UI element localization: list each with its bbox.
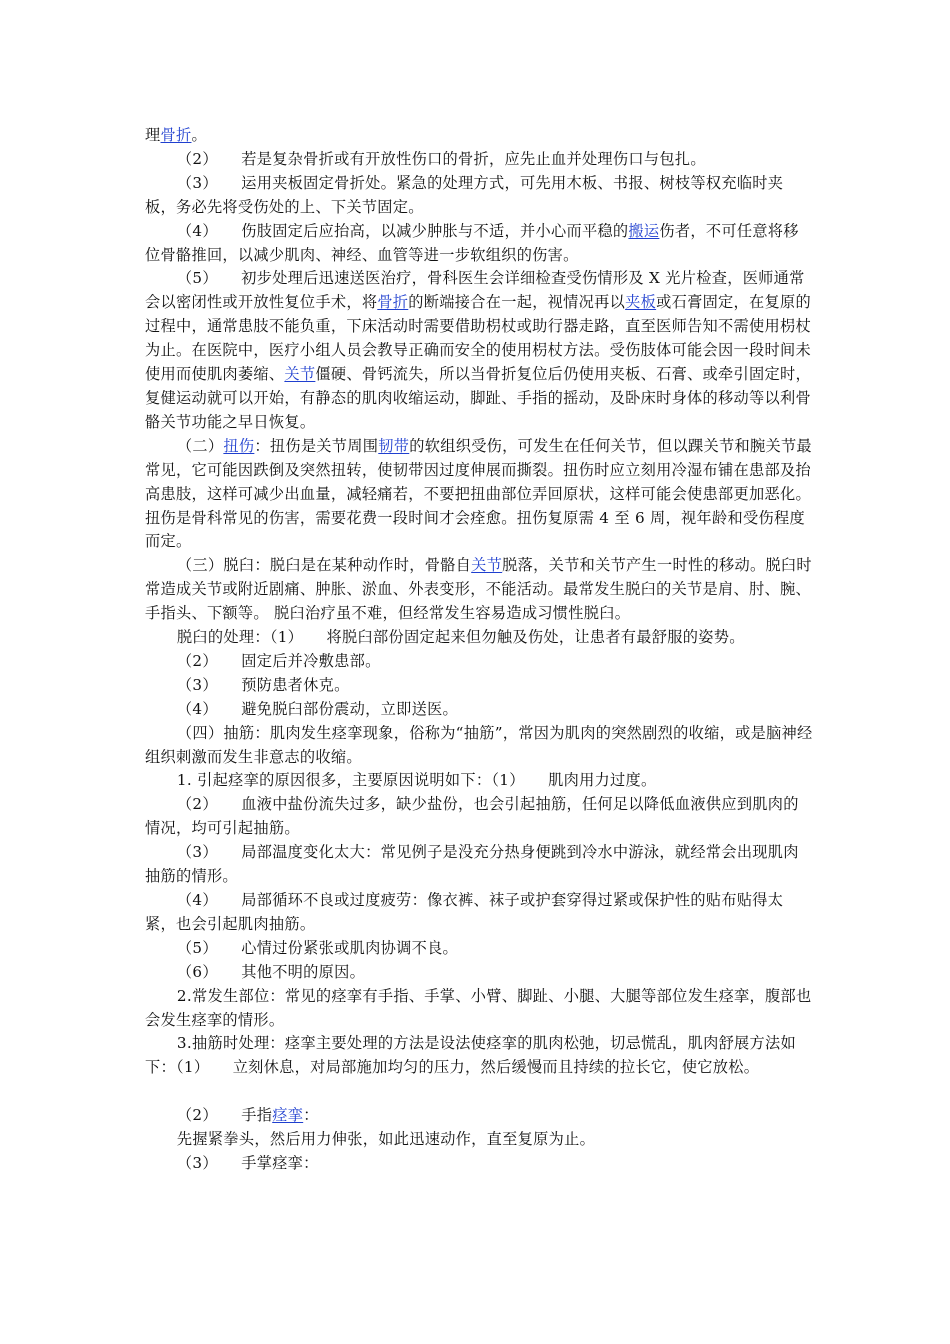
text-run: （5） 心情过份紧张或肌肉协调不良。 <box>176 938 459 957</box>
text-run: 伤者，不可任意将移位骨骼推回，以减少肌肉、神经、血管等进一步软组织的伤害。 <box>145 221 799 264</box>
text-run: ：扭伤是关节周围 <box>254 436 379 455</box>
paragraph-fracture-step-5 <box>145 267 813 434</box>
text-run: 僵硬、骨钙流失，所以当骨折复位后仍使用夹板、石膏、或牵引固定时，复健运动就可以开始，有静态的肌肉收缩运动，脚趾、手指的摇动，及卧床时身体的移动等以利骨骼关节功能之早日恢复。 <box>145 365 811 431</box>
link-splint[interactable]: 夹板 <box>625 293 657 312</box>
paragraph-cramp-cause-3 <box>145 841 813 889</box>
link-ligament[interactable]: 韧带 <box>378 436 410 455</box>
text-run: （四）抽筋：肌肉发生痉挛现象，俗称为“抽筋”，常因为肌肉的突然剧烈的收缩，或是脑神经组织刺激而发生非意志的收缩。 <box>145 723 813 766</box>
text-run: （4） 伤肢固定后应抬高，以减少肿胀与不适，并小心而平稳的 <box>176 221 629 240</box>
paragraph-cramp <box>145 722 813 770</box>
text-run: （三）脱臼：脱臼是在某种动作时，骨骼自 <box>176 556 472 575</box>
text-run: （5） 初步处理后迅速送医治疗，骨科医生会详细检查受伤情形及 X 光片检查，医师通常会以密闭性或开放性复位手术，将 <box>145 269 805 312</box>
paragraph-cramp-cause-6 <box>145 961 813 985</box>
paragraph-dislocation-step-2 <box>145 650 813 674</box>
text-run: 脱臼的处理：（1） 将脱臼部份固定起来但勿触及伤处，让患者有最舒服的姿势。 <box>176 628 745 647</box>
text-run: （2） 固定后并冷敷患部。 <box>176 651 381 670</box>
text-run: （3） 手掌痉挛： <box>176 1154 319 1173</box>
link-cramp[interactable]: 痉挛 <box>272 1106 304 1125</box>
paragraph-dislocation-step-3 <box>145 674 813 698</box>
paragraph-finger-cramp <box>145 1104 813 1128</box>
blank-line <box>145 1080 813 1104</box>
paragraph-fracture-step-4 <box>145 220 813 268</box>
paragraph-cramp-treatment <box>145 1032 813 1080</box>
link-fracture[interactable]: 骨折 <box>377 293 409 312</box>
paragraph-finger-cramp-method <box>145 1128 813 1152</box>
paragraph-dislocation-step-1 <box>145 626 813 650</box>
link-transport[interactable]: 搬运 <box>628 221 660 240</box>
text-run: （4） 局部循环不良或过度疲劳：像衣裤、袜子或护套穿得过紧或保护性的贴布贴得太紧，也会引起肌肉抽筋。 <box>145 891 784 933</box>
text-run: 1. 引起痉挛的原因很多，主要原因说明如下：（1） 肌肉用力过度。 <box>176 771 657 790</box>
text-run: （6） 其他不明的原因。 <box>176 962 366 981</box>
text-run: （3） 运用夹板固定骨折处。紧急的处理方式，可先用木板、书报、树枝等权充临时夹板，务必先将受伤处的上、下关节固定。 <box>145 173 784 216</box>
text-run: 的断端接合在一起，视情况再以 <box>408 293 626 312</box>
text-run: 脱落，关节和关节产生一时性的移动。脱臼时常造成关节或附近剧痛、肿胀、淤血、外表变形，不能活动。最常发生脱臼的关节是肩、肘、腕、手指头、下额等。 脱臼治疗虽不难，但经常发生容易造成习惯性脱臼。 <box>145 556 812 623</box>
text-run: 2.常发生部位：常见的痉挛有手指、手掌、小臂、脚趾、小腿、大腿等部位发生痉挛，腹部也 会发生痉挛的情形。 <box>145 986 812 1029</box>
paragraph-fracture-end <box>145 124 813 148</box>
text-run: ： <box>303 1106 319 1125</box>
text-run: （2） 若是复杂骨折或有开放性伤口的骨折，应先止血并处理伤口与包扎。 <box>176 149 706 168</box>
link-fracture[interactable]: 骨折 <box>160 126 192 144</box>
link-sprain[interactable]: 扭伤 <box>223 436 255 455</box>
link-joint[interactable]: 关节 <box>284 365 316 384</box>
paragraph-dislocation <box>145 554 813 626</box>
link-joint[interactable]: 关节 <box>471 556 503 575</box>
text-run: （3） 预防患者休克。 <box>176 675 350 694</box>
paragraph-cramp-cause-1 <box>145 769 813 793</box>
text-run: 的软组织受伤，可发生在任何关节，但以踝关节和腕关节最常见，它可能因跌倒及突然扭转，使韧带因过度伸展而撕裂。扭伤时应立刻用冷湿布铺在患部及抬高患肢，这样可减少出血量，减轻痛若，不要把扭曲部位弄回原状，这样可能会使患部更加恶化。扭伤是骨科常见的伤害，需要花费一段时间才会痊愈。扭伤复原需 4 至 6 周，视年龄和受伤程度而定。 <box>145 436 812 551</box>
paragraph-fracture-step-3 <box>145 172 813 220</box>
text-run: 或石膏固定，在复原的过程中，通常患肢不能负重，下床活动时需要借助枴杖或助行器走路，直至医师告知不需使用枴杖为止。在医院中，医疗小组人员会教导正确而安全的使用枴杖方法。受伤肢体可能会因一段时间未使用而使肌肉萎缩、 <box>145 293 811 384</box>
paragraph-cramp-locations <box>145 985 813 1033</box>
text-run: （3） 局部温度变化太大：常见例子是没充分热身便跳到冷水中游泳，就经常会出现肌肉抽筋的情形。 <box>145 843 799 886</box>
paragraph-fracture-step-2 <box>145 148 813 172</box>
text-run: （2） 手指 <box>176 1106 273 1125</box>
document-body <box>145 124 813 1176</box>
text-run: （4） 避免脱臼部份震动，立即送医。 <box>176 699 459 718</box>
text-run: 3.抽筋时处理：痉挛主要处理的方法是设法使痉挛的肌肉松弛，切忌慌乱，肌肉舒展方法如下：（1） 立刻休息，对局部施加均匀的压力，然后缓慢而且持续的拉长它，使它放松。 <box>145 1034 797 1077</box>
paragraph-cramp-cause-5 <box>145 937 813 961</box>
paragraph-palm-cramp <box>145 1152 813 1176</box>
text-run: 先握紧拳头，然后用力伸张，如此迅速动作，直至复原为止。 <box>176 1130 596 1149</box>
paragraph-dislocation-step-4 <box>145 698 813 722</box>
paragraph-cramp-cause-4 <box>145 889 813 937</box>
paragraph-cramp-cause-2 <box>145 793 813 841</box>
text-run: 理 <box>145 126 161 144</box>
text-run: （2） 血液中盐份流失过多，缺少盐份，也会引起抽筋，任何足以降低血液供应到肌肉的情况，均可引起抽筋。 <box>145 795 799 838</box>
text-run: 。 <box>191 126 207 144</box>
text-run: （二） <box>176 436 224 455</box>
paragraph-sprain <box>145 435 813 555</box>
